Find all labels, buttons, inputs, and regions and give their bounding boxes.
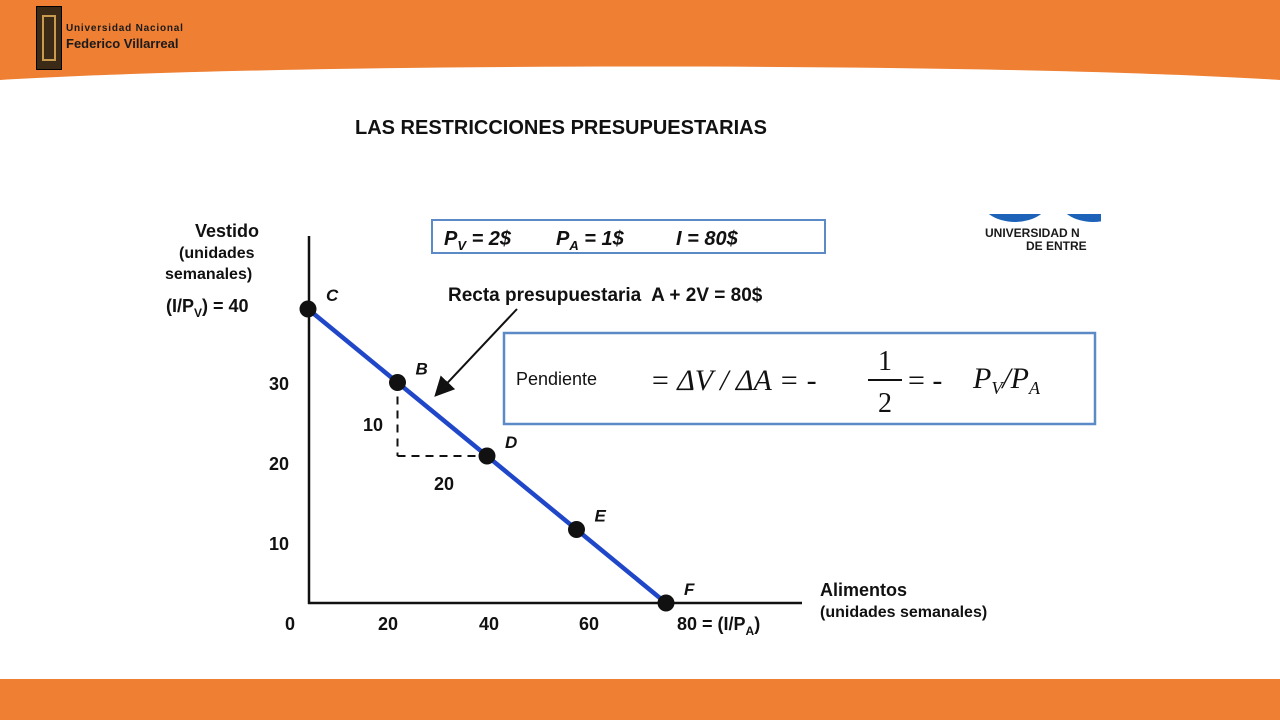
slope-triangle-dx-label: 20 (434, 474, 455, 494)
point-B (389, 374, 406, 391)
logo-text-line2: Federico Villarreal (66, 36, 179, 51)
slope-box-denominator: 2 (878, 388, 892, 419)
budget-line-label: Recta presupuestaria A + 2V = 80$ (448, 285, 763, 306)
y-tick-label-10: 10 (268, 534, 290, 554)
x-tick-label-20: 20 (377, 614, 399, 634)
footer-bar (0, 679, 1280, 720)
watermark-logo-line2: DE ENTRE (1026, 239, 1087, 253)
slope-box-equation: = ΔV / ΔA = - (650, 364, 817, 397)
y-intercept-label: $(I/P_V) = 40$ (166, 296, 249, 320)
slope-box-numerator: 1 (878, 346, 892, 377)
point-label-D: D (505, 433, 518, 452)
y-axis-title-line1: Vestido (195, 221, 260, 241)
point-label-B: B (415, 359, 428, 379)
point-F (658, 595, 675, 612)
y-tick-label-20: 20 (268, 454, 290, 474)
x-axis-title-line1: Alimentos (820, 580, 908, 600)
point-C (300, 301, 317, 318)
x-tick-label-0: 0 (284, 614, 296, 634)
slope-box-label: Pendiente (516, 369, 598, 389)
watermark-logo-line1: UNIVERSIDAD N (985, 226, 1080, 240)
point-label-F: F (684, 580, 695, 599)
prices-box-text: $P_V$ = 2$ $P_A$ = 1$ I = 80$ (444, 228, 738, 253)
x-tick-label-60: 60 (578, 614, 600, 634)
x-tick-label-40: 40 (478, 614, 500, 634)
point-label-E: E (594, 506, 606, 526)
slope-box-ratio: $P_V/P_A$ (973, 362, 1040, 398)
point-D (479, 448, 496, 465)
slope-triangle-dy-label: 10 (363, 415, 384, 435)
y-axis-title-line2: (unidades (179, 245, 255, 262)
x-axis-title-line2: (unidades semanales) (820, 604, 988, 621)
slide-title: LAS RESTRICCIONES PRESUPUESTARIAS (355, 117, 767, 139)
point-label-C: C (326, 286, 339, 305)
point-E (568, 521, 585, 538)
logo-text-line1: Universidad Nacional (66, 23, 184, 34)
slope-box-equation-2: = - (908, 364, 943, 397)
y-axis-title-line3: semanales) (165, 266, 253, 283)
x-intercept-label: $80 = (I/P_A)$ (677, 614, 761, 638)
y-tick-label-30: 30 (268, 374, 290, 394)
